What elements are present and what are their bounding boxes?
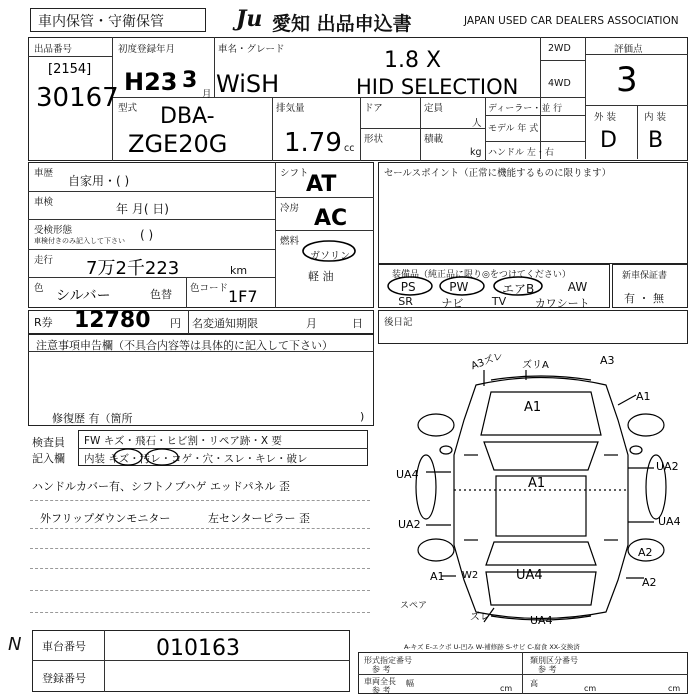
spare-label: スペア: [400, 601, 428, 611]
recycle-amount: 12780: [74, 308, 151, 333]
permit-value: ( ): [140, 228, 154, 242]
equip-navi: ナビ: [441, 297, 464, 310]
load-unit: kg: [470, 147, 482, 158]
handle-label: ハンドル 左・右: [488, 148, 554, 158]
equipment-label: 装備品（純正品に限り◎をつけてください）: [392, 270, 571, 280]
height-label: 高: [530, 679, 538, 688]
permit-label: 受検形態: [34, 225, 73, 236]
fuel-alt: 軽 油: [308, 270, 334, 283]
n-mark: N: [8, 634, 22, 655]
displacement-value: 1.79: [284, 128, 342, 158]
sales-point-label: セールスポイント（正常に機能するものに限ります）: [384, 168, 612, 179]
registration-label: 初度登録年月: [118, 44, 176, 55]
height-cm: cm: [668, 684, 681, 693]
mileage-unit: km: [230, 264, 248, 277]
repair-label: 修復歴 有（箇所: [52, 412, 133, 425]
history-label: 車歴: [34, 168, 54, 179]
shape-label: 形状: [364, 134, 384, 145]
length-ref: 参 考: [372, 686, 391, 695]
vehicle-info-frame: [28, 37, 688, 161]
grade-line2: HID SELECTION: [356, 75, 519, 99]
lot-label: 出品番号: [34, 44, 73, 55]
rating-label: 評価点: [614, 44, 643, 55]
inspector-note3: 左センターピラー 歪: [208, 512, 311, 525]
equip-aw: AW: [567, 280, 588, 294]
recycle-label: R券: [34, 316, 53, 329]
color-value: シルバー: [56, 288, 111, 304]
deadline-month: 月: [306, 317, 317, 330]
type-line1: DBA-: [160, 104, 215, 129]
color-code: 1F7: [228, 287, 258, 306]
aftermarket-label: 後日記: [384, 317, 413, 328]
equip-seat: カワシート: [534, 297, 590, 310]
mileage-value: 7万2千223: [86, 258, 180, 279]
registration-month-unit: 月: [202, 89, 212, 100]
form-title: 愛知 出品申込書: [272, 13, 412, 35]
equip-pw: PW: [449, 280, 469, 294]
model-name: WiSH: [216, 70, 280, 98]
ju-logo: Ju: [236, 6, 263, 32]
inspector-row2: 内装 キズ・汚レ・コゲ・穴・スレ・キレ・破レ: [84, 453, 308, 465]
damage-mark-12: UA4: [516, 568, 543, 583]
damage-mark-10: A1: [430, 570, 445, 583]
aftermarket-frame: [378, 310, 688, 344]
damage-mark-6: UA2: [656, 460, 679, 473]
notes-label: 注意事項申告欄（不具合内容等は具体的に記入して下さい）: [36, 339, 333, 352]
inspection-label: 車検: [34, 197, 54, 208]
drive-2wd: 2WD: [548, 43, 571, 54]
storage-badge-text: 車内保管・守衛保管: [38, 14, 164, 30]
displacement-unit: cc: [344, 143, 355, 154]
exterior-label: 外 装: [594, 112, 617, 123]
lot-sub-number: [2154]: [48, 62, 92, 77]
type-cert-ref: 参 考: [372, 665, 391, 674]
model-year-label: モデル 年 式: [488, 124, 539, 134]
damage-mark-15: ズレ: [470, 612, 490, 623]
type-line2: ZGE20G: [128, 130, 228, 158]
damage-mark-9: UA4: [658, 515, 681, 528]
grade-line1: 1.8 X: [384, 48, 442, 73]
inspector-note1: ハンドルカバー有、シフトノブハゲ エッドパネル 歪: [32, 480, 291, 493]
color-label: 色: [34, 283, 44, 294]
chassis-value: 010163: [156, 636, 240, 661]
equip-tv: TV: [491, 295, 507, 308]
drive-4wd: 4WD: [548, 78, 571, 89]
fuel-label: 燃料: [280, 236, 300, 247]
capacity-label: 定員: [424, 103, 444, 114]
inspector-circles: [110, 446, 190, 468]
color-change-label: 色替: [150, 288, 172, 301]
equip-ps: PS: [400, 280, 416, 294]
width-cm: cm: [584, 684, 597, 693]
registration-era-year: H23: [124, 68, 178, 96]
damage-mark-7: A1: [528, 476, 546, 491]
damage-mark-16: UA4: [530, 614, 553, 627]
deadline-day: 日: [352, 317, 363, 330]
displacement-label: 排気量: [276, 103, 305, 114]
door-label: ドア: [364, 103, 383, 114]
damage-mark-8: UA2: [398, 518, 421, 531]
class-label: 類別区分番号: [530, 656, 578, 665]
shift-value: AT: [306, 172, 337, 197]
ac-value: AC: [314, 206, 348, 231]
registration-month: 3: [182, 68, 198, 93]
equipment-circles: [380, 274, 560, 298]
interior-grade: B: [648, 128, 664, 153]
fuel-circle: [300, 238, 358, 264]
inspection-value: 年 月( 日): [116, 202, 169, 216]
permit-note: 車検付きのみ記入して下さい: [34, 237, 125, 245]
width-label: 幅: [406, 679, 414, 688]
color-code-label: 色コード: [190, 283, 229, 294]
model-label: 車名・グレード: [218, 44, 285, 55]
damage-mark-14: A2: [642, 576, 657, 589]
equip-sr: SR: [398, 295, 413, 308]
damage-mark-13: A2: [638, 546, 653, 559]
damage-mark-2: A3: [600, 354, 615, 367]
equip-airbag: エアB: [501, 282, 535, 296]
damage-mark-3: A1: [524, 400, 542, 415]
load-label: 積載: [424, 134, 444, 145]
recycle-unit: 円: [170, 317, 181, 330]
type-label: 型式: [118, 103, 138, 114]
exterior-grade: D: [600, 128, 617, 153]
damage-legend: A-キズ E-エクボ U-凹み W-補修跡 S-サビ C-腐食 XX-交換済: [404, 643, 580, 651]
reg-label: 登録番号: [42, 672, 86, 685]
form-subtitle: JAPAN USED CAR DEALERS ASSOCIATION: [464, 15, 679, 27]
damage-mark-1: ズリA: [522, 360, 549, 371]
class-ref: 参 考: [538, 665, 557, 674]
damage-mark-0: A3ズレ: [469, 350, 505, 373]
chassis-label: 車台番号: [42, 640, 86, 653]
fuel-value: ガソリン: [310, 251, 350, 262]
warranty-value: 有 ・ 無: [624, 292, 664, 305]
rating-score: 3: [616, 60, 638, 100]
capacity-unit: 人: [472, 118, 482, 129]
damage-mark-4: A1: [636, 390, 651, 403]
warranty-label: 新車保証書: [622, 271, 668, 281]
length-cm: cm: [500, 684, 513, 693]
length-label: 車両全長: [364, 677, 396, 686]
inspector-label2: 記入欄: [32, 452, 65, 465]
interior-label: 内 装: [644, 112, 667, 123]
inspector-note2: 外フリップダウンモニター: [40, 512, 171, 525]
dealer-label: ディーラー・並 行: [488, 104, 563, 114]
shift-label: シフト: [280, 168, 309, 179]
history-value: 自家用・( ): [68, 174, 130, 188]
inspector-row1: FW キズ・飛石・ヒビ割・リペア跡・X 要: [84, 435, 282, 447]
ac-label: 冷房: [280, 203, 300, 214]
type-cert-label: 形式指定番号: [364, 656, 412, 665]
repair-close: ): [360, 410, 365, 423]
lot-number: 30167: [36, 83, 119, 113]
mileage-label: 走行: [34, 255, 54, 266]
damage-mark-5: UA4: [396, 468, 419, 481]
inspector-label1: 検査員: [32, 436, 65, 449]
deadline-label: 名変通知期限: [192, 317, 258, 330]
damage-mark-11: W2: [462, 570, 479, 581]
